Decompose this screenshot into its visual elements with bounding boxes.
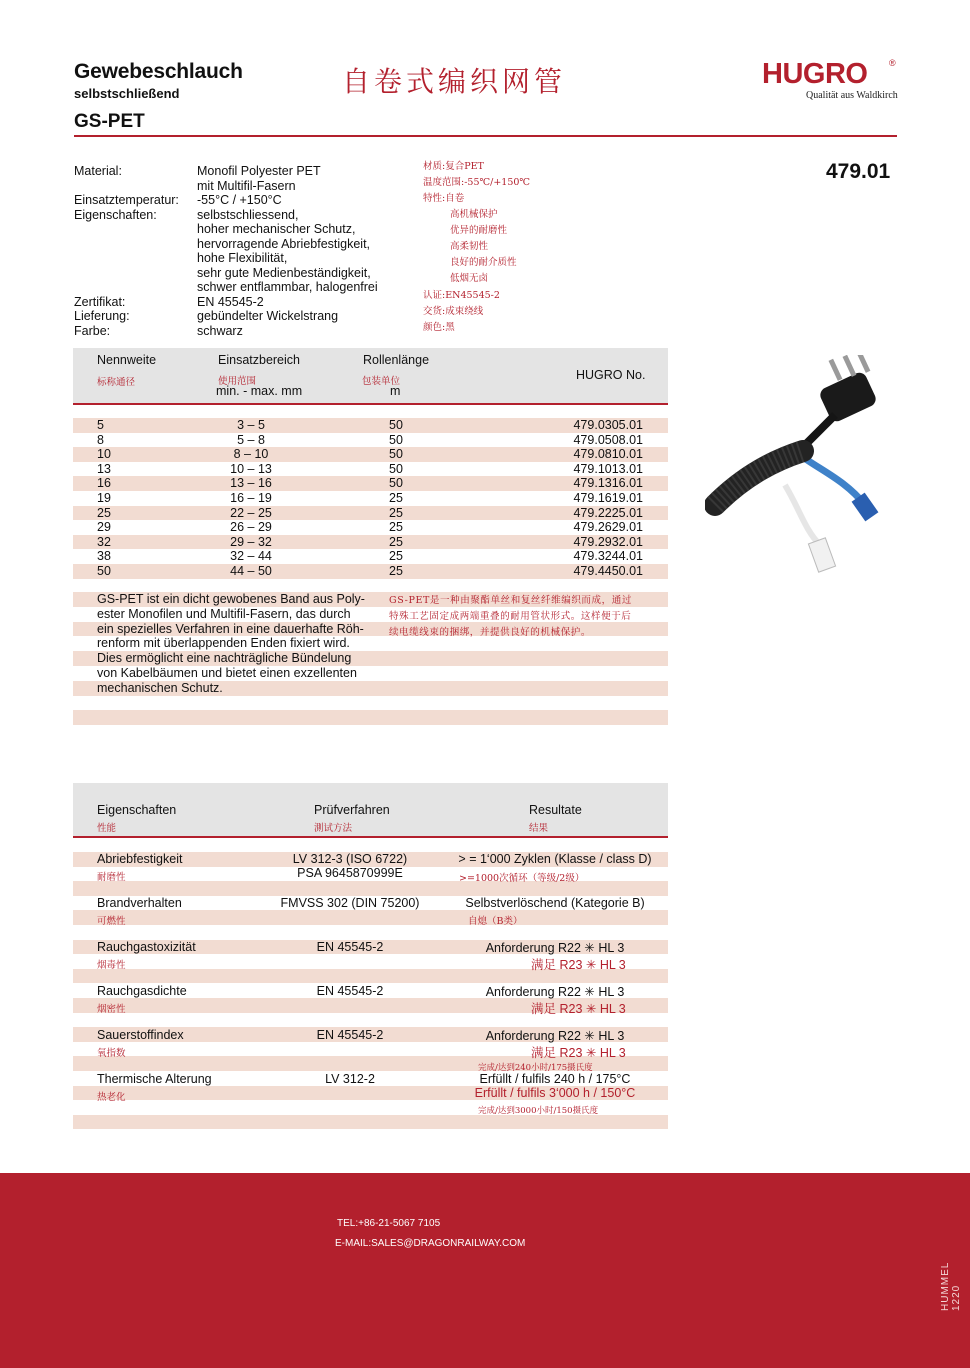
- test-method: EN 45545-2: [316, 940, 384, 954]
- range-cell: 22 – 25: [230, 505, 272, 520]
- description-line: ein spezielles Verfahren in eine dauerhafte Röh-: [97, 621, 364, 636]
- property-name: Sauerstoffindex: [97, 1028, 184, 1042]
- header-roll-unit: m: [390, 384, 401, 398]
- property-name: Thermische Alterung: [97, 1072, 212, 1086]
- part-cell: 479.2225.01: [573, 505, 643, 520]
- material-value-2: mit Multifil-Fasern: [197, 178, 296, 193]
- result-cn: 自熄（B类）: [468, 916, 523, 927]
- roll-cell: 25: [389, 549, 403, 564]
- table-row: [73, 506, 668, 521]
- cn-prop-item: 高机械保护: [450, 209, 498, 220]
- table-row: [73, 433, 668, 448]
- header-roll: Rollenlänge: [363, 353, 430, 367]
- roll-cell: 25: [389, 534, 403, 549]
- material-value-1: Monofil Polyester PET: [197, 164, 321, 178]
- header-range-unit: min. - max. mm: [216, 384, 303, 398]
- plug-icon: [818, 355, 879, 424]
- cn-delivery: 交货:成束绕线: [423, 306, 484, 317]
- temp-label: Einsatztemperatur:: [74, 193, 179, 207]
- part-cell: 479.0508.01: [573, 432, 643, 447]
- property-name-cn: 耐磨性: [97, 872, 126, 883]
- table-row: [73, 491, 668, 506]
- part-cell: 479.3244.01: [573, 549, 643, 564]
- roll-cell: 50: [389, 476, 403, 491]
- test-method: LV 312-3 (ISO 6722): [292, 852, 408, 866]
- range-cell: 3 – 5: [237, 418, 265, 432]
- part-cell: 479.2932.01: [573, 534, 643, 549]
- product-subtitle: selbstschließend: [74, 86, 180, 101]
- description-cn-line: 特殊工艺固定成两端重叠的耐用管状形式。这样便于后: [389, 611, 632, 622]
- description-line: GS-PET ist ein dicht gewobenes Band aus Poly-: [97, 592, 365, 606]
- property-name-cn: 烟毒性: [97, 960, 126, 971]
- description-line: ester Monofilen und Multifil-Fasern, das durch: [97, 606, 351, 621]
- range-cell: 16 – 19: [230, 491, 272, 505]
- nominal-cell: 8: [97, 432, 104, 447]
- roll-cell: 50: [389, 447, 403, 462]
- property-name-cn: 烟密性: [97, 1004, 126, 1015]
- part-cell: 479.1013.01: [573, 461, 643, 476]
- header-method: Prüfverfahren: [314, 803, 390, 817]
- registered-mark: ®: [889, 58, 896, 68]
- product-family-title: Gewebeschlauch: [74, 60, 243, 83]
- description-cn-line: GS-PET是一种由聚酯单丝和复丝纤维编织而成，通过: [389, 595, 632, 606]
- chinese-title: 自卷式编织网管: [342, 65, 567, 98]
- roll-cell: 50: [389, 432, 403, 447]
- description-line: Dies ermöglicht eine nachträgliche Bündelung: [97, 651, 352, 666]
- property-name: Rauchgasdichte: [97, 984, 187, 998]
- delivery-value: gebündelter Wickelstrang: [197, 309, 339, 323]
- header-nominal: Nennweite: [97, 353, 157, 367]
- range-cell: 32 – 44: [230, 549, 272, 564]
- description-line: mechanischen Schutz.: [97, 680, 223, 695]
- test-method: EN 45545-2: [316, 984, 384, 998]
- footer-phone: TEL:+86-21-5067 7105: [337, 1218, 441, 1229]
- test-method: EN 45545-2: [316, 1028, 384, 1042]
- cn-temp: 温度范围:-55℃/+150℃: [423, 177, 531, 188]
- nominal-cell: 25: [97, 505, 111, 520]
- nominal-cell: 50: [97, 564, 111, 578]
- props-value: hoher mechanischer Schutz,: [197, 222, 356, 236]
- result-cn-note: 完成/达到3000小时/150摄氏度: [478, 1106, 599, 1116]
- result-cn-note: 完成/达到240小时/175摄氏度: [478, 1063, 593, 1073]
- property-name: Brandverhalten: [97, 896, 182, 910]
- part-cell: 479.1316.01: [573, 476, 643, 491]
- range-cell: 13 – 16: [230, 476, 272, 491]
- color-label: Farbe:: [74, 323, 111, 338]
- result: Selbstverlöschend (Kategorie B): [465, 896, 645, 910]
- table-row: [73, 462, 668, 477]
- cn-props: 特性:自卷: [423, 193, 465, 204]
- table-row: [73, 418, 668, 433]
- temp-value: -55°C / +150°C: [197, 193, 282, 207]
- table-row: [73, 564, 668, 579]
- size-table-rule: [73, 403, 668, 405]
- roll-cell: 50: [389, 461, 403, 476]
- cn-cert: 认证:EN45545-2: [423, 290, 500, 301]
- footer-email: E-MAIL:SALES@DRAGONRAILWAY.COM: [335, 1238, 526, 1249]
- props-value: hervorragende Abriebfestigkeit,: [197, 236, 371, 251]
- header-nominal-cn: 标称通径: [97, 377, 136, 388]
- cn-prop-item: 优异的耐磨性: [450, 225, 508, 236]
- range-cell: 5 – 8: [237, 432, 265, 447]
- part-cell: 479.1619.01: [573, 491, 643, 505]
- roll-cell: 50: [389, 418, 403, 432]
- part-cell: 479.4450.01: [573, 564, 643, 578]
- product-photo: [705, 355, 895, 585]
- cert-label: Zertifikat:: [74, 294, 126, 309]
- footer-band: [0, 1173, 970, 1368]
- props-label: Eigenschaften:: [74, 207, 157, 222]
- cn-prop-item: 高柔韧性: [450, 241, 489, 252]
- header-result: Resultate: [529, 803, 582, 817]
- header-part-no: HUGRO No.: [576, 368, 646, 382]
- result: > = 1‘000 Zyklen (Klasse / class D): [458, 852, 652, 866]
- logo-tagline: Qualität aus Waldkirch: [806, 90, 898, 101]
- property-name: Rauchgastoxizität: [97, 940, 196, 954]
- table-row: [73, 535, 668, 550]
- roll-cell: 25: [389, 520, 403, 535]
- header-range: Einsatzbereich: [218, 353, 300, 367]
- table-row: [73, 447, 668, 462]
- props-table-rule: [73, 836, 668, 838]
- result: Anforderung R22 ✳ HL 3: [485, 1029, 625, 1043]
- result-2: Erfüllt / fulfils 3‘000 h / 150°C: [474, 1086, 636, 1100]
- roll-cell: 25: [389, 564, 403, 578]
- vertical-print-code: HUMMEL 1220: [940, 1262, 962, 1311]
- header-method-cn: 測试方法: [314, 823, 353, 834]
- part-cell: 479.2629.01: [573, 520, 643, 535]
- description-cn-line: 续电缆线束的捆绑，并提供良好的机械保护。: [389, 627, 592, 638]
- test-method: LV 312-2: [325, 1072, 375, 1086]
- result-cn: 满足 R23 ✳ HL 3: [531, 1002, 626, 1016]
- header-property: Eigenschaften: [97, 803, 177, 817]
- nominal-cell: 10: [97, 447, 111, 462]
- part-cell: 479.0810.01: [573, 447, 643, 462]
- product-name: GS-PET: [74, 111, 145, 132]
- cn-material: 材质:复合PET: [423, 161, 484, 172]
- test-method: FMVSS 302 (DIN 75200): [280, 896, 420, 910]
- result-cn: >=1000次循环（等级/2级）: [459, 873, 585, 884]
- hugro-logo: HUGRO: [762, 58, 868, 90]
- header-result-cn: 结果: [529, 823, 549, 834]
- cn-color: 颜色:黑: [423, 322, 455, 333]
- test-method-2: PSA 9645870999E: [297, 866, 403, 880]
- result: Anforderung R22 ✳ HL 3: [485, 941, 625, 955]
- header-range-cn: 使用范围: [218, 376, 257, 387]
- header-roll-cn: 包装单位: [362, 376, 401, 387]
- color-value: schwarz: [197, 323, 243, 338]
- roll-cell: 25: [389, 491, 403, 505]
- props-value: sehr gute Medienbeständigkeit,: [197, 265, 371, 280]
- props-value: schwer entflammbar, halogenfrei: [197, 280, 378, 294]
- props-value: selbstschliessend,: [197, 207, 299, 222]
- cert-value: EN 45545-2: [197, 294, 264, 309]
- delivery-label: Lieferung:: [74, 309, 130, 323]
- range-cell: 8 – 10: [233, 447, 269, 462]
- table-row: [73, 476, 668, 491]
- header-rule: [74, 135, 897, 137]
- property-name: Abriebfestigkeit: [97, 852, 183, 866]
- nominal-cell: 13: [97, 461, 111, 476]
- nominal-cell: 32: [97, 534, 111, 549]
- result-cn: 满足 R23 ✳ HL 3: [531, 958, 626, 972]
- cn-prop-item: 良好的耐介质性: [450, 257, 517, 268]
- result: Anforderung R22 ✳ HL 3: [485, 985, 625, 999]
- property-name-cn: 可燃性: [97, 916, 126, 927]
- range-cell: 29 – 32: [230, 534, 272, 549]
- article-code: 479.01: [826, 160, 891, 183]
- nominal-cell: 19: [97, 491, 111, 505]
- result: Erfüllt / fulfils 240 h / 175°C: [479, 1072, 631, 1086]
- part-cell: 479.0305.01: [573, 418, 643, 432]
- range-cell: 10 – 13: [230, 461, 272, 476]
- props-value: hohe Flexibilität,: [197, 251, 288, 265]
- result-cn: 满足 R23 ✳ HL 3: [531, 1046, 626, 1060]
- range-cell: 44 – 50: [230, 564, 272, 578]
- header-property-cn: 性能: [97, 823, 117, 834]
- nominal-cell: 38: [97, 549, 111, 564]
- cn-prop-item: 低烟无卤: [450, 273, 489, 284]
- table-row: [73, 520, 668, 535]
- nominal-cell: 29: [97, 520, 111, 535]
- table-row: [73, 549, 668, 564]
- material-label: Material:: [74, 164, 122, 178]
- description-line: renform mit überlappenden Enden fixiert wird.: [97, 636, 350, 651]
- property-name-cn: 氧指数: [97, 1048, 126, 1059]
- range-cell: 26 – 29: [230, 520, 272, 535]
- description-line: von Kabelbäumen und bietet einen exzellenten: [97, 666, 357, 680]
- nominal-cell: 5: [97, 418, 104, 432]
- nominal-cell: 16: [97, 476, 111, 491]
- roll-cell: 25: [389, 505, 403, 520]
- property-name-cn: 热老化: [97, 1092, 126, 1103]
